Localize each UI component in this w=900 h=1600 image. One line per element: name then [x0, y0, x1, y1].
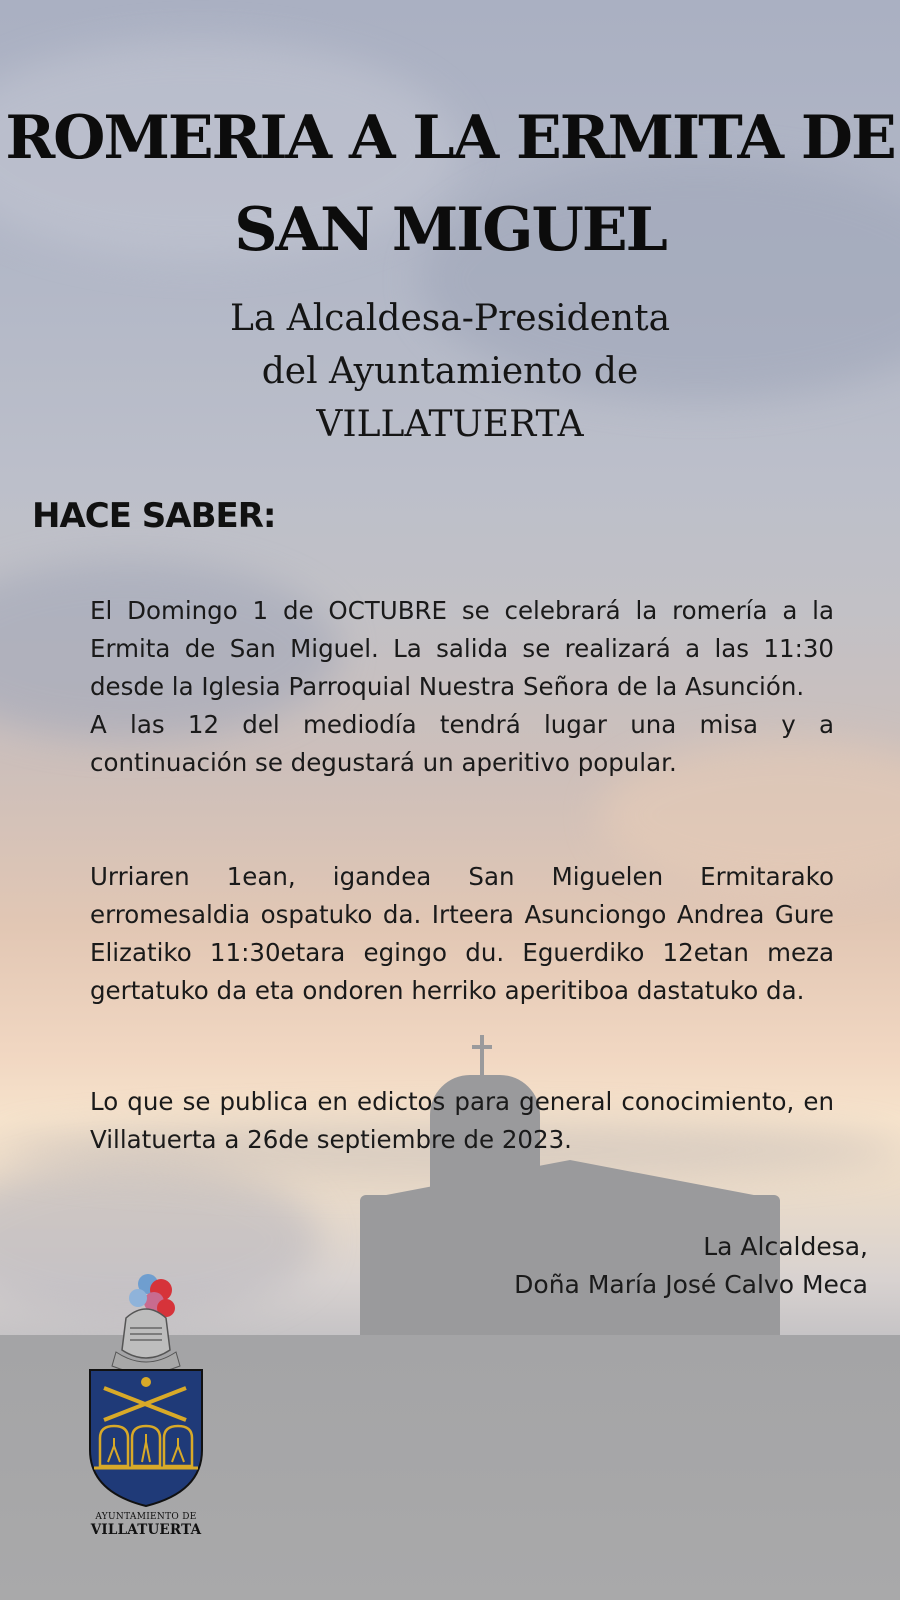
paragraph: Lo que se publica en edictos para general conocimiento, en Villatuerta a 26de septiembre de 2023. [90, 1087, 834, 1154]
paragraph: El Domingo 1 de OCTUBRE se celebrará la romería a la Ermita de San Miguel. La salida se realizará a las 11:30 desde la Iglesia Parroquial Nuestra Señora de la Asunción. [90, 596, 834, 701]
signature-name: Doña María José Calvo Meca [514, 1270, 868, 1299]
section-heading: HACE SABER: [32, 496, 276, 536]
paragraph: A las 12 del mediodía tendrá lugar una misa y a continuación se degustará un aperitivo popular. [90, 710, 834, 777]
logo-caption [70, 1512, 222, 1538]
hermitage-cross [472, 1045, 492, 1049]
page-title [0, 92, 900, 276]
signature-role: La Alcaldesa, [703, 1232, 868, 1261]
subtitle [0, 292, 900, 451]
subtitle-line: VILLATUERTA [316, 404, 584, 445]
title-line: ROMERIA A LA ERMITA DE [5, 103, 895, 173]
coat-of-arms-icon [86, 1270, 206, 1510]
closing-statement [90, 1083, 834, 1159]
hermitage-cross [480, 1035, 484, 1077]
subtitle-line: La Alcaldesa-Presidenta [229, 298, 671, 339]
paragraph: Urriaren 1ean, igandea San Miguelen Ermitarako erromesaldia ospatuko da. Irteera Asunciongo Andrea Gure Elizatiko 11:30etara egingo du. Eguerdiko 12etan meza gertatuko da eta ondoren herriko aperitiboa dastatuko da. [90, 862, 834, 1005]
signature-block [514, 1228, 868, 1304]
spanish-announcement [90, 592, 834, 782]
logo-caption-small: AYUNTAMIENTO DE [95, 1512, 197, 1522]
subtitle-line: del Ayuntamiento de [261, 351, 639, 392]
basque-announcement [90, 858, 834, 1010]
title-line: SAN MIGUEL [234, 195, 666, 265]
logo-caption-big: VILLATUERTA [90, 1522, 202, 1538]
hermitage-roof [360, 1160, 780, 1200]
